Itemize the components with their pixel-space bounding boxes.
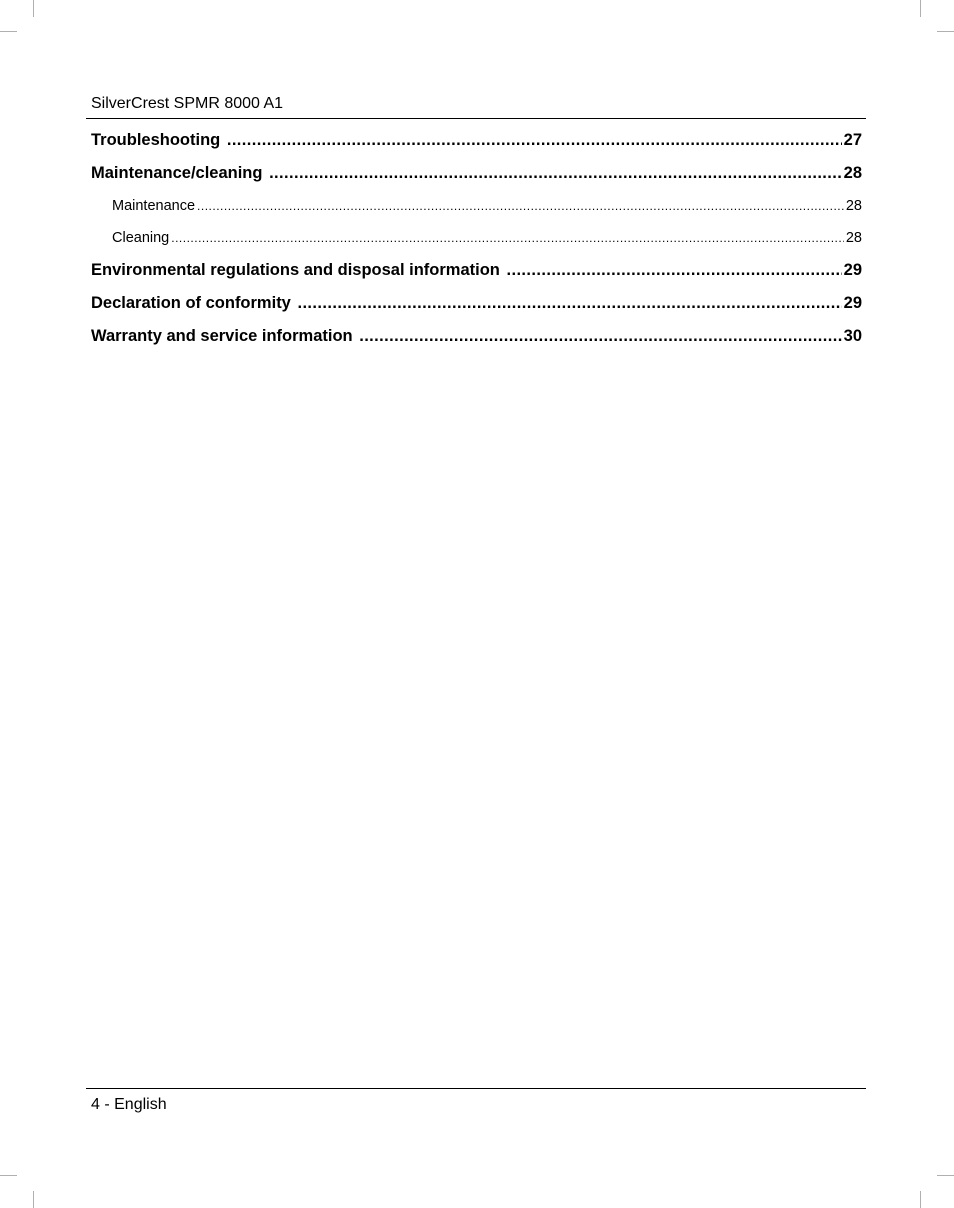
toc-entry-label: Declaration of conformity <box>91 294 291 312</box>
toc-leader-dots <box>171 224 844 252</box>
toc-leader-dots <box>269 159 842 187</box>
toc-page-number: 29 <box>843 261 862 279</box>
crop-mark <box>937 31 954 32</box>
toc-entry-label: Maintenance/cleaning <box>91 164 263 182</box>
page-number-language: 4 - English <box>91 1096 167 1113</box>
toc-page-number: 27 <box>843 131 862 149</box>
crop-mark <box>920 1191 921 1208</box>
toc-entry-declaration-of-conformity[interactable] <box>91 289 862 322</box>
toc-entry-label: Troubleshooting <box>91 131 221 149</box>
crop-mark <box>0 1175 17 1176</box>
crop-mark <box>0 31 17 32</box>
page-header <box>86 92 866 119</box>
crop-mark <box>920 0 921 17</box>
crop-mark <box>33 0 34 17</box>
toc-leader-dots <box>197 192 844 220</box>
toc-entry-label: Maintenance <box>112 198 196 214</box>
toc-page-number: 29 <box>843 294 862 312</box>
crop-mark <box>33 1191 34 1208</box>
toc-page-number: 30 <box>843 327 862 345</box>
toc-page-number: 28 <box>845 198 862 214</box>
table-of-contents <box>91 126 862 355</box>
page-footer <box>86 1088 866 1113</box>
toc-entry-maintenance[interactable] <box>91 192 862 224</box>
toc-entry-environmental-regulations[interactable] <box>91 256 862 289</box>
toc-entry-label: Warranty and service information <box>91 327 353 345</box>
toc-entry-cleaning[interactable] <box>91 224 862 256</box>
toc-entry-warranty-service[interactable] <box>91 322 862 355</box>
toc-entry-maintenance-cleaning[interactable] <box>91 159 862 192</box>
crop-mark <box>937 1175 954 1176</box>
toc-entry-label: Environmental regulations and disposal information <box>91 261 500 279</box>
toc-leader-dots <box>227 126 842 154</box>
toc-page-number: 28 <box>843 164 862 182</box>
toc-leader-dots <box>359 322 841 350</box>
toc-leader-dots <box>297 289 841 317</box>
toc-page-number: 28 <box>845 230 862 246</box>
toc-entry-label: Cleaning <box>112 230 170 246</box>
document-title: SilverCrest SPMR 8000 A1 <box>91 95 284 112</box>
toc-entry-troubleshooting[interactable] <box>91 126 862 159</box>
toc-leader-dots <box>506 256 841 284</box>
